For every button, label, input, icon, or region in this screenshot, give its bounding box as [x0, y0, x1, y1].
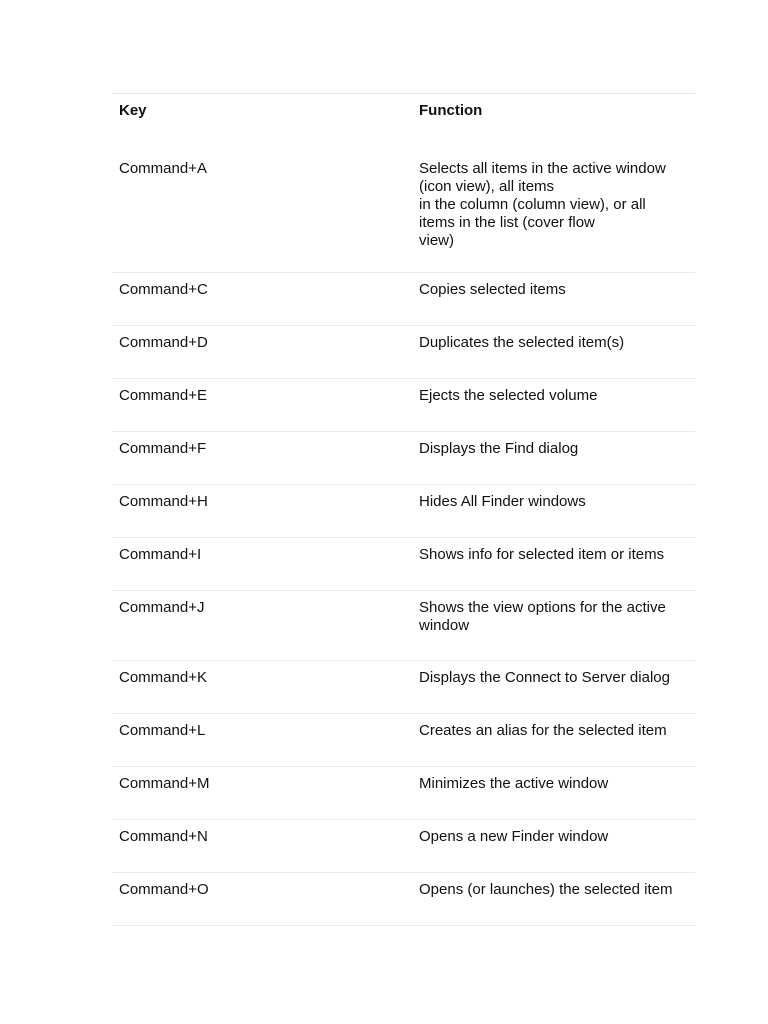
function-text-line: Shows info for selected item or items [419, 546, 665, 563]
shortcut-function [419, 493, 695, 537]
function-text-line: Displays the Connect to Server dialog [419, 669, 670, 686]
function-text-line: items in the list (cover flow [419, 214, 595, 231]
shortcut-function [419, 599, 695, 660]
table-row [112, 432, 695, 485]
shortcut-function [419, 828, 695, 872]
function-text-line: Creates an alias for the selected item [419, 722, 667, 739]
function-text-line: Shows the view options for the active [419, 599, 666, 616]
shortcut-key: Command+L [119, 722, 206, 739]
shortcut-function [419, 881, 695, 925]
function-text-line: Displays the Find dialog [419, 440, 579, 457]
table-row [112, 326, 695, 379]
shortcut-key: Command+M [119, 775, 210, 792]
shortcut-function [419, 334, 695, 378]
shortcut-key: Command+D [119, 334, 208, 351]
function-text-line: Minimizes the active window [419, 775, 609, 792]
function-text-line: Duplicates the selected item(s) [419, 334, 625, 351]
shortcut-key: Command+F [119, 440, 207, 457]
table-row [112, 379, 695, 432]
table-row [112, 591, 695, 661]
function-column-header: Function [419, 102, 483, 119]
shortcut-function [419, 669, 695, 713]
function-text-line: Opens (or launches) the selected item [419, 881, 673, 898]
shortcut-key: Command+O [119, 881, 209, 898]
function-text-line: Hides All Finder windows [419, 493, 586, 510]
table-row [112, 661, 695, 714]
table-row [112, 820, 695, 873]
shortcut-key: Command+J [119, 599, 205, 616]
shortcut-function [419, 546, 695, 590]
function-text-line: (icon view), all items [419, 178, 555, 195]
key-column-header: Key [119, 102, 147, 119]
shortcut-function [419, 722, 695, 766]
shortcut-key: Command+A [119, 160, 207, 177]
table-row [112, 152, 695, 273]
shortcut-key: Command+H [119, 493, 208, 510]
shortcut-key: Command+N [119, 828, 208, 845]
shortcut-key: Command+K [119, 669, 207, 686]
table-row [112, 538, 695, 591]
table-row [112, 767, 695, 820]
table-row [112, 485, 695, 538]
function-text-line: Opens a new Finder window [419, 828, 609, 845]
shortcut-key: Command+I [119, 546, 202, 563]
shortcut-function [419, 281, 695, 325]
shortcut-function [419, 440, 695, 484]
function-text-line: Ejects the selected volume [419, 387, 598, 404]
table-body [112, 152, 695, 926]
function-text-line: view) [419, 232, 455, 249]
function-text-line: window [419, 617, 470, 634]
shortcut-key: Command+C [119, 281, 208, 298]
function-text-line: in the column (column view), or all [419, 196, 646, 213]
table-row [112, 714, 695, 767]
table-row [112, 873, 695, 926]
shortcut-table [112, 93, 695, 926]
shortcut-function [419, 160, 695, 272]
table-header-row [112, 94, 695, 152]
shortcut-function [419, 387, 695, 431]
shortcut-function [419, 775, 695, 819]
shortcut-key: Command+E [119, 387, 207, 404]
table-row [112, 273, 695, 326]
function-text-line: Copies selected items [419, 281, 566, 298]
function-text-line: Selects all items in the active window [419, 160, 666, 177]
